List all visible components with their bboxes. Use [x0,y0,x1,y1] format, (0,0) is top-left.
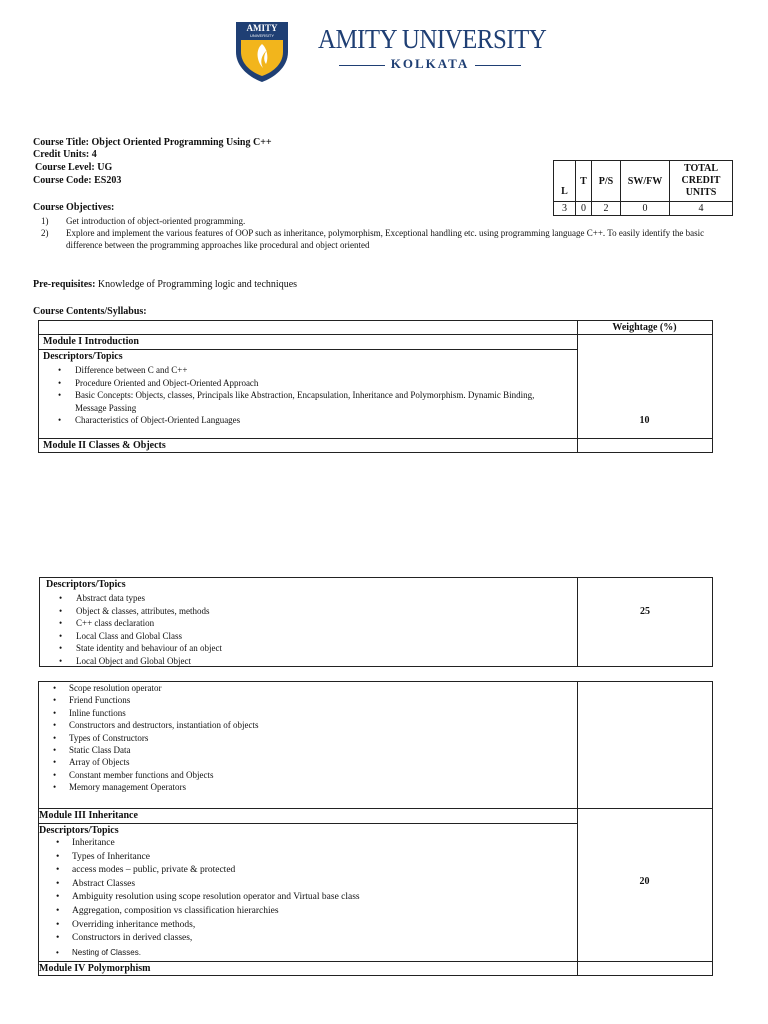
list-item: • Nesting of Classes. [39,946,569,960]
list-item: • Abstract Classes [39,878,569,892]
list-item: • Constructors in derived classes, [39,932,569,946]
credit-header-ps: P/S [592,161,621,202]
descriptors-label: Descriptors/Topics [46,579,126,590]
module2-topics-a [40,592,570,668]
credit-value-total: 4 [670,202,733,216]
credit-units-line [33,149,97,160]
objective-number: 2) [41,228,49,238]
credit-units-value: 4 [91,149,97,160]
list-item: • Object & classes, attributes, methods [40,605,570,618]
objective-item [41,215,721,227]
credit-value-swfw: 0 [621,202,670,216]
row-divider [39,438,712,439]
module4-title: Module IV Polymorphism [39,963,151,974]
module2-title: Module II Classes & Objects [43,440,166,451]
prereq-value: Knowledge of Programming logic and techniques [97,279,298,290]
credit-header-swfw: SW/FW [621,161,670,202]
row-divider [39,349,577,350]
list-item: • Overriding inheritance methods, [39,919,569,933]
objective-number: 1) [41,216,49,226]
list-item: • Characteristics of Object-Oriented Languages [39,414,559,427]
list-item: • Aggregation, composition vs classification hierarchies [39,905,569,919]
objective-text: Explore and implement the various features of OOP such as inheritance, polymorphism, Exceptional handling etc. using programming language C++. To easily identify the basic difference between the programming approaches like procedural and object oriented [66,228,705,250]
logo-subtext: UNIVERSITY [249,33,275,38]
list-item: • Ambiguity resolution using scope resolution operator and Virtual base class [39,891,569,905]
objective-item [41,227,721,251]
credit-table [553,160,733,216]
list-item: • Local Class and Global Class [40,630,570,643]
column-divider [577,578,578,666]
list-item: • State identity and behaviour of an object [40,642,570,655]
row-divider [39,334,712,335]
logo-text: AMITY [246,23,278,33]
objectives-list [41,215,721,251]
list-item: • Memory management Operators [36,781,566,793]
prerequisites [33,279,297,290]
credit-units-label: Credit Units: [33,149,90,160]
course-title-value: Object Oriented Programming Using C++ [91,137,272,148]
list-item: • Abstract data types [40,592,570,605]
module2-weightage: 25 [640,606,650,617]
module1-topics [39,364,559,427]
objective-text: Get introduction of object-oriented programming. [66,216,246,226]
list-item: • Inline functions [36,707,566,719]
course-title-line [33,137,272,148]
syllabus-table-module2a [39,577,713,667]
prereq-label: Pre-requisites: [33,279,96,290]
module2-topics-b [36,682,566,794]
list-item: • Procedure Oriented and Object-Oriented Approach [39,377,559,390]
list-item: • Constructors and destructors, instantiation of objects [36,719,566,731]
objectives-heading: Course Objectives: [33,202,115,213]
list-item: • Inheritance [39,837,569,851]
course-code-label: Course Code: [33,175,92,186]
course-code-value: ES203 [94,175,122,186]
course-title-label: Course Title: [33,137,90,148]
university-logo [233,18,291,84]
weightage-header: Weightage (%) [612,322,677,333]
list-item: • Array of Objects [36,756,566,768]
module3-weightage: 20 [639,876,650,887]
column-divider [577,321,578,452]
list-item: • Friend Functions [36,694,566,706]
course-level-label: Course Level: [35,162,95,173]
list-item: • Static Class Data [36,744,566,756]
list-item: • access modes – public, private & protected [39,864,569,878]
credit-value-l: 3 [554,202,576,216]
module3-topics [39,837,569,959]
row-divider [39,808,712,809]
credit-value-ps: 2 [592,202,621,216]
module1-title: Module I Introduction [43,336,139,347]
syllabus-table-module1 [38,320,713,453]
list-item: • Difference between C and C++ [39,364,559,377]
credit-header-total: TOTAL CREDIT UNITS [670,161,733,202]
course-level-value: UG [97,162,113,173]
row-divider [39,961,712,962]
campus-name: KOLKATA [327,56,533,72]
syllabus-heading: Course Contents/Syllabus: [33,306,147,317]
list-item: • Constant member functions and Objects [36,769,566,781]
descriptors-label: Descriptors/Topics [39,825,119,836]
credit-header-l: L [554,161,576,202]
module1-weightage: 10 [639,415,650,426]
list-item: • Local Object and Global Object [40,655,570,668]
row-divider [39,823,577,824]
syllabus-table-module2b-3 [38,681,713,976]
descriptors-label: Descriptors/Topics [43,351,123,362]
list-item: • Scope resolution operator [36,682,566,694]
list-item: • Basic Concepts: Objects, classes, Principals like Abstraction, Encapsulation, Inheritance and Polymorphism. Dynamic Binding, Message Passing [39,389,559,414]
credit-header-t: T [576,161,592,202]
module3-title: Module III Inheritance [39,810,138,821]
course-code-line [33,175,121,186]
university-name: AMITY UNIVERSITY [318,24,547,54]
course-level-line [35,162,112,173]
list-item: • Types of Constructors [36,732,566,744]
credit-value-t: 0 [576,202,592,216]
column-divider [577,682,578,975]
list-item: • Types of Inheritance [39,851,569,865]
list-item: • C++ class declaration [40,617,570,630]
